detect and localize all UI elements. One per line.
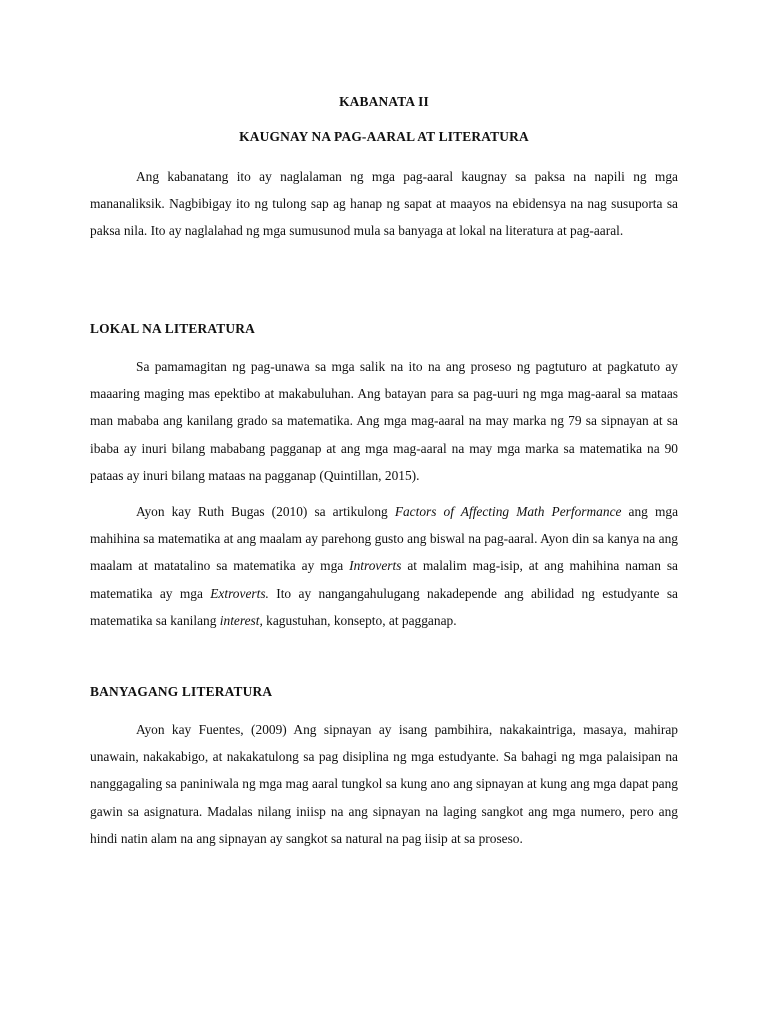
foreign-literature-paragraph-1: Ayon kay Fuentes, (2009) Ang sipnayan ay isang pambihira, nakakaintriga, masaya, mahirap unawain, nakakabigo, at nakakatulong sa pag disiplina ng mga estudyante. Sa bahagi ng mga palaisipan na nanggagaling sa paniniwala ng mga mag aaral tungkol sa kung ano ang sipnayan at kung ang mga dapat pang gawin sa asignatura. Madalas nilang iniisp na ang sipnayan na laging sangkot ang mga numero, pero ang hindi natin alam na ang sipnayan ay sangkot sa natural na pag iisip at sa proseso. [90,722,678,846]
local-literature-heading: LOKAL NA LITERATURA [90,321,256,336]
text-segment: Ito ay nangangahulugang nakadepende ang abilidad ng estudyante sa matematika sa kanilang [90,585,678,628]
italic-term-interest: interest, [219,612,263,628]
text-segment: kagustuhan, konsepto, at pagganap. [262,612,457,628]
chapter-title: KAUGNAY NA PAG-AARAL AT LITERATURA [239,129,529,144]
italic-term-introverts: Introverts [349,558,402,574]
chapter-label: KABANATA II [339,94,429,109]
text-segment: ang mga mahihina sa matematika at ang maalam ay parehong gusto ang biswal na pag-aaral. Ayon din sa kanya na ang maalam at matatalino sa matematika ay mga [90,504,679,574]
text-segment: Ayon kay Ruth Bugas (2010) sa artikulong [136,504,395,519]
italic-term-extroverts: Extroverts. [210,585,269,601]
local-literature-paragraph-1: Sa pamamagitan ng pag-unawa sa mga salik na ito na ang proseso ng pagtuturo at pagkatuto ay maaaring maging mas epektibo at makabuluhan. Ang batayan para sa pag-uuri ng mga mag-aaral sa mataas man mababa ang kanilang grado sa matematika. Ang mga mag-aaral na may marka ng 79 sa sipnayan at sa ibaba ay inuri bilang mababang pagganap at ang mga mag-aaral na may mga marka sa matematika na 90 pataas ay inuri bilang mataas na pagganap (Quintillan, 2015). [90,359,678,483]
article-title: Factors of Affecting Math Performance [394,504,622,519]
local-literature-paragraph-2 [90,498,678,634]
intro-paragraph: Ang kabanatang ito ay naglalaman ng mga pag-aaral kaugnay sa paksa na napili ng mga mananaliksik. Nagbibigay ito ng tulong sap ag hanap ng sapat at maayos na ebidensya na nag susuporta sa paksa nila. Ito ay naglalahad ng mga sumusunod mula sa banyaga at lokal na literatura at pag-aaral. [90,169,678,239]
foreign-literature-heading: BANYAGANG LITERATURA [90,684,273,699]
text-segment: at malalim mag-isip, at ang mahihina naman sa matematika ay mga [90,558,678,601]
